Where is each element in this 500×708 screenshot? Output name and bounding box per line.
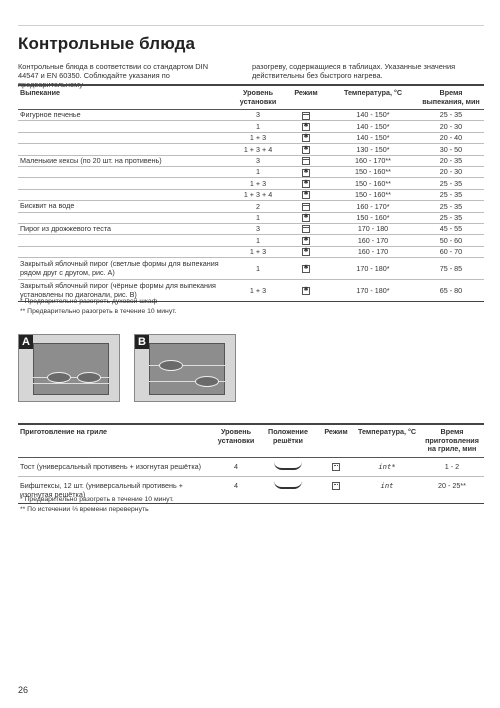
header-grill-mode: Режим	[324, 427, 348, 436]
mode-cell	[318, 476, 354, 503]
mode-cell	[284, 121, 328, 132]
table-row	[18, 258, 484, 280]
header-level: Уровень установки	[239, 88, 277, 106]
table-row	[18, 155, 484, 166]
time-cell: 60 - 70	[418, 246, 484, 257]
page-number: 26	[18, 685, 29, 695]
temperature-cell: 170 - 180	[328, 223, 418, 234]
dish-name	[18, 235, 232, 246]
temperature-cell: 170 - 180*	[328, 280, 418, 302]
header-grill-level: Уровень установки	[217, 427, 255, 445]
header-baking: Выпекание	[20, 88, 61, 97]
mode-cell	[284, 223, 328, 234]
grill-table	[18, 423, 484, 504]
mode-cell	[284, 110, 328, 121]
hot-air-icon	[302, 123, 310, 131]
level-cell: 1 + 3	[232, 178, 284, 189]
level-cell: 1 + 3 + 4	[232, 189, 284, 200]
time-cell: 20 - 30	[418, 166, 484, 177]
temperature-cell: 160 - 170**	[328, 155, 418, 166]
figure-b-label: B	[135, 335, 149, 349]
mode-cell	[284, 258, 328, 280]
mode-cell	[284, 189, 328, 200]
dish-name	[18, 166, 232, 177]
dish-name	[18, 178, 232, 189]
mode-cell	[284, 166, 328, 177]
table-row	[18, 144, 484, 155]
temperature-cell: 150 - 160**	[328, 178, 418, 189]
level-cell: 4	[214, 457, 258, 476]
temperature-cell: 130 - 150*	[328, 144, 418, 155]
level-cell: 1	[232, 166, 284, 177]
curved-rack-icon	[274, 462, 302, 470]
baking-table	[18, 84, 484, 302]
table-row	[18, 110, 484, 121]
dish-name: Фигурное печенье	[18, 110, 232, 121]
mode-cell	[284, 178, 328, 189]
time-cell: 50 - 60	[418, 235, 484, 246]
temperature-cell: int*	[354, 457, 420, 476]
mode-cell	[284, 212, 328, 223]
baking-table-header	[18, 85, 484, 110]
table-row	[18, 178, 484, 189]
figure-a-oven-photo	[18, 334, 120, 402]
mode-cell	[284, 201, 328, 212]
level-cell: 1 + 3	[232, 246, 284, 257]
mode-cell	[284, 235, 328, 246]
table-row	[18, 121, 484, 132]
grill-footnote-2: ** По истечении ⅔ времени перевернуть	[20, 506, 149, 513]
dish-name: Пирог из дрожжевого теста	[18, 223, 232, 234]
mode-cell	[284, 144, 328, 155]
header-temperature: Температура, °C	[343, 88, 403, 97]
figure-b-oven-photo	[134, 334, 236, 402]
time-cell: 20 - 25**	[420, 476, 484, 503]
table-row	[18, 246, 484, 257]
mode-cell	[284, 155, 328, 166]
hot-air-icon	[302, 248, 310, 256]
curved-rack-icon	[274, 481, 302, 489]
time-cell: 75 - 85	[418, 258, 484, 280]
mode-cell	[284, 246, 328, 257]
mode-cell	[284, 280, 328, 302]
level-cell: 1	[232, 235, 284, 246]
table-row	[18, 223, 484, 234]
level-cell: 3	[232, 155, 284, 166]
header-grill-time: Время приготовления на гриле, мин	[425, 427, 479, 453]
top-bottom-icon	[302, 225, 310, 233]
table-row	[18, 201, 484, 212]
intro-column-1: Контрольные блюда в соответствии со стандартом DIN 44547 и EN 60350. Соблюдайте указания по предварительному	[18, 62, 209, 90]
top-bottom-icon	[302, 203, 310, 211]
top-bottom-icon	[302, 157, 310, 165]
time-cell: 65 - 80	[418, 280, 484, 302]
temperature-cell: 170 - 180*	[328, 258, 418, 280]
temperature-cell: 140 - 150*	[328, 121, 418, 132]
dish-name: Тост (универсальный противень + изогнутая решётка)	[18, 457, 214, 476]
level-cell: 1	[232, 121, 284, 132]
top-divider	[18, 25, 484, 26]
temperature-cell: 160 - 170	[328, 246, 418, 257]
dish-name	[18, 212, 232, 223]
hot-air-icon	[302, 146, 310, 154]
table-row	[18, 166, 484, 177]
top-bottom-icon	[302, 112, 310, 120]
table-row	[18, 212, 484, 223]
header-grilling: Приготовление на гриле	[20, 427, 108, 436]
dish-name	[18, 121, 232, 132]
baking-footnote-2: ** Предварительно разогреть в течение 10 минут.	[20, 308, 177, 315]
temperature-cell: int	[354, 476, 420, 503]
hot-air-icon	[302, 169, 310, 177]
header-rack-position: Положение решётки	[268, 427, 308, 445]
level-cell: 1 + 3 + 4	[232, 144, 284, 155]
mode-cell	[284, 132, 328, 143]
header-mode: Режим	[294, 88, 318, 97]
dish-name: Закрытый яблочный пирог (чёрные формы для выпекания установлены по диагонали, рис. B)	[18, 280, 232, 302]
time-cell: 25 - 35	[418, 189, 484, 200]
level-cell: 1 + 3	[232, 132, 284, 143]
time-cell: 25 - 35	[418, 201, 484, 212]
mode-cell	[318, 457, 354, 476]
dish-name: Закрытый яблочный пирог (светлые формы для выпекания рядом друг с другом, рис. A)	[18, 258, 232, 280]
level-cell: 3	[232, 110, 284, 121]
dish-name	[18, 246, 232, 257]
temperature-cell: 150 - 160**	[328, 166, 418, 177]
time-cell: 45 - 55	[418, 223, 484, 234]
temperature-cell: 140 - 150*	[328, 110, 418, 121]
table-row	[18, 189, 484, 200]
grill-icon	[332, 482, 340, 490]
temperature-cell: 160 - 170	[328, 235, 418, 246]
table-row	[18, 132, 484, 143]
dish-name: Бифштексы, 12 шт. (универсальный противень + изогнутая решётка)	[18, 476, 214, 503]
grill-table-header	[18, 424, 484, 457]
level-cell: 3	[232, 223, 284, 234]
time-cell: 20 - 35	[418, 155, 484, 166]
grill-footnote-1: * Предварительно разогреть в течение 10 минут.	[20, 496, 174, 503]
dish-name: Маленькие кексы (по 20 шт. на противень)	[18, 155, 232, 166]
hot-air-icon	[302, 191, 310, 199]
grill-icon	[332, 463, 340, 471]
level-cell: 4	[214, 476, 258, 503]
intro-column-2: разогреву, содержащиеся в таблицах. Указанные значения действительны без быстрого нагрева.	[252, 62, 456, 81]
temperature-cell: 150 - 160*	[328, 212, 418, 223]
rack-cell	[258, 476, 318, 503]
baking-footnote-1: * Предварительно разогреть духовой шкаф	[20, 298, 158, 305]
hot-air-icon	[302, 265, 310, 273]
hot-air-icon	[302, 214, 310, 222]
level-cell: 1	[232, 212, 284, 223]
dish-name	[18, 144, 232, 155]
dish-name: Бисквит на воде	[18, 201, 232, 212]
header-time: Время выпекания, мин	[422, 88, 480, 106]
hot-air-icon	[302, 287, 310, 295]
time-cell: 25 - 35	[418, 212, 484, 223]
dish-name	[18, 189, 232, 200]
table-row	[18, 235, 484, 246]
time-cell: 1 - 2	[420, 457, 484, 476]
page-title: Контрольные блюда	[18, 34, 196, 53]
figure-a-label: A	[19, 335, 33, 349]
hot-air-icon	[302, 134, 310, 142]
time-cell: 20 - 40	[418, 132, 484, 143]
dish-name	[18, 132, 232, 143]
level-cell: 2	[232, 201, 284, 212]
time-cell: 25 - 35	[418, 178, 484, 189]
time-cell: 30 - 50	[418, 144, 484, 155]
hot-air-icon	[302, 180, 310, 188]
temperature-cell: 150 - 160**	[328, 189, 418, 200]
table-row	[18, 457, 484, 476]
rack-cell	[258, 457, 318, 476]
hot-air-icon	[302, 237, 310, 245]
time-cell: 20 - 30	[418, 121, 484, 132]
temperature-cell: 160 - 170*	[328, 201, 418, 212]
time-cell: 25 - 35	[418, 110, 484, 121]
level-cell: 1	[232, 258, 284, 280]
header-grill-temperature: Температура, °C	[357, 427, 417, 436]
temperature-cell: 140 - 150*	[328, 132, 418, 143]
level-cell: 1 + 3	[232, 280, 284, 302]
